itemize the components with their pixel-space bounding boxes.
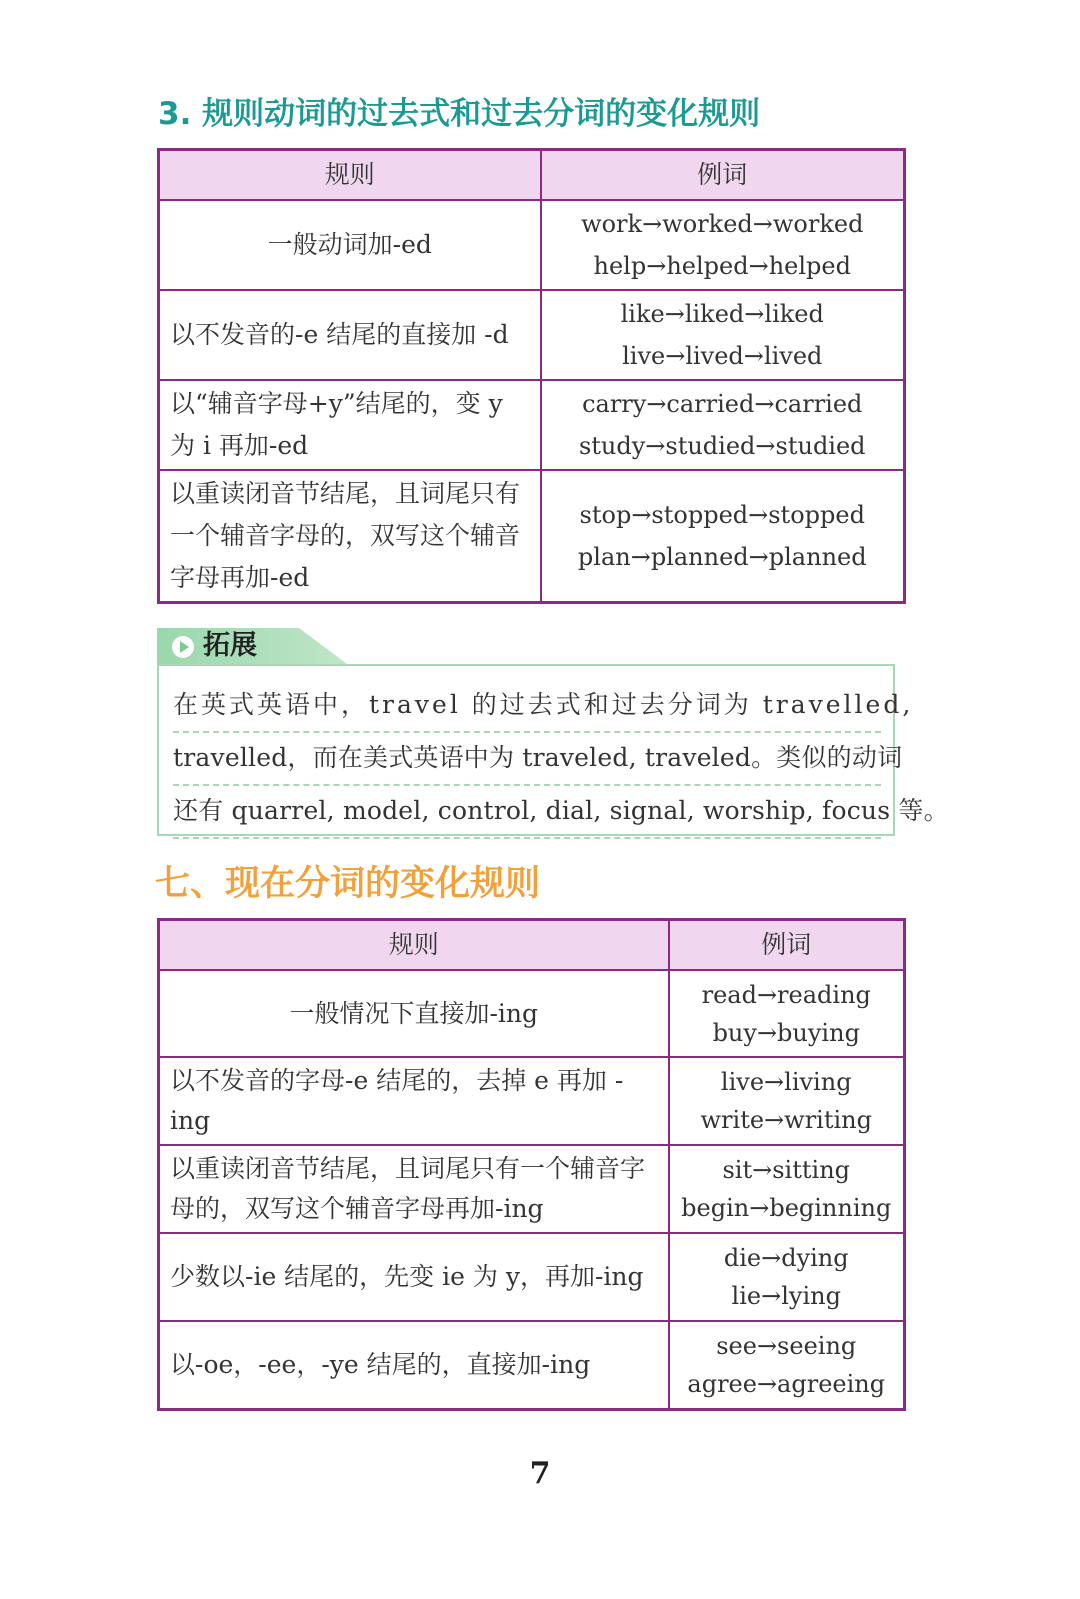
table-row	[159, 380, 905, 470]
table-header-row	[159, 920, 905, 971]
extension-line: travelled，而在美式英语中为 traveled, traveled。类似的动词	[173, 733, 881, 786]
extension-line: 在英式英语中，travel 的过去式和过去分词为 travelled,	[173, 680, 881, 733]
chapter-title: 七、现在分词的变化规则	[155, 864, 541, 904]
example-word: read→reading	[701, 980, 871, 1009]
page-number: 7	[529, 1456, 551, 1491]
table-row	[159, 200, 905, 290]
section-title: 3. 规则动词的过去式和过去分词的变化规则	[158, 96, 761, 132]
table-header-row	[159, 150, 905, 201]
table-row	[159, 1321, 905, 1409]
example-word: live→lived→lived	[622, 342, 823, 370]
example-cell	[669, 1145, 905, 1233]
extension-line: 还有 quarrel, model, control, dial, signal, worship, focus 等。	[173, 786, 881, 839]
table-row	[159, 470, 905, 602]
example-word: work→worked→worked	[581, 210, 864, 238]
extension-label: 拓展	[203, 630, 257, 661]
example-cell	[669, 1057, 905, 1145]
past-tense-rules-table	[157, 148, 906, 604]
example-word: agree→agreeing	[687, 1369, 886, 1398]
example-cell	[669, 1321, 905, 1409]
example-cell	[669, 970, 905, 1057]
example-word: begin→beginning	[681, 1194, 892, 1222]
rule-cell: 以重读闭音节结尾，且词尾只有一个辅音字母的，双写这个辅音字母再加-ing	[159, 1145, 669, 1233]
header-example: 例词	[541, 150, 905, 201]
example-word: carry→carried→carried	[582, 390, 863, 418]
example-word: like→liked→liked	[620, 300, 824, 328]
table-row	[159, 1145, 905, 1233]
example-cell	[669, 1233, 905, 1321]
rule-cell: 以重读闭音节结尾，且词尾只有一个辅音字母的，双写这个辅音字母再加-ed	[159, 470, 541, 602]
example-word: die→dying	[723, 1244, 849, 1272]
rule-cell: 以不发音的字母-e 结尾的，去掉 e 再加 -ing	[159, 1057, 669, 1145]
example-word: see→seeing	[716, 1331, 857, 1360]
example-cell	[541, 200, 905, 290]
rule-cell: 以不发音的-e 结尾的直接加 -d	[159, 290, 541, 380]
rule-cell: 一般情况下直接加-ing	[159, 970, 669, 1057]
example-word: help→helped→helped	[593, 252, 851, 280]
play-circle-icon	[172, 636, 194, 658]
table-row	[159, 1057, 905, 1145]
rule-cell: 以“辅音字母+y”结尾的，变 y 为 i 再加-ed	[159, 380, 541, 470]
example-cell	[541, 290, 905, 380]
example-word: write→writing	[700, 1106, 872, 1134]
rule-cell: 少数以-ie 结尾的，先变 ie 为 y，再加-ing	[159, 1233, 669, 1321]
example-cell	[541, 380, 905, 470]
extension-box	[157, 664, 949, 836]
example-word: study→studied→studied	[578, 432, 866, 460]
header-example: 例词	[669, 920, 905, 971]
present-participle-rules-table	[157, 918, 906, 1411]
example-word: stop→stopped→stopped	[579, 500, 865, 529]
table-row	[159, 1233, 905, 1321]
table-row	[159, 290, 905, 380]
header-rule: 规则	[159, 150, 541, 201]
header-rule: 规则	[159, 920, 669, 971]
rule-cell: 以-oe，-ee，-ye 结尾的，直接加-ing	[159, 1321, 669, 1409]
table-row	[159, 970, 905, 1057]
example-word: plan→planned→planned	[577, 542, 867, 571]
example-word: live→living	[720, 1068, 852, 1096]
example-word: lie→lying	[731, 1282, 841, 1310]
example-cell	[541, 470, 905, 602]
rule-cell: 一般动词加-ed	[159, 200, 541, 290]
example-word: sit→sitting	[722, 1156, 851, 1184]
example-word: buy→buying	[712, 1018, 860, 1047]
